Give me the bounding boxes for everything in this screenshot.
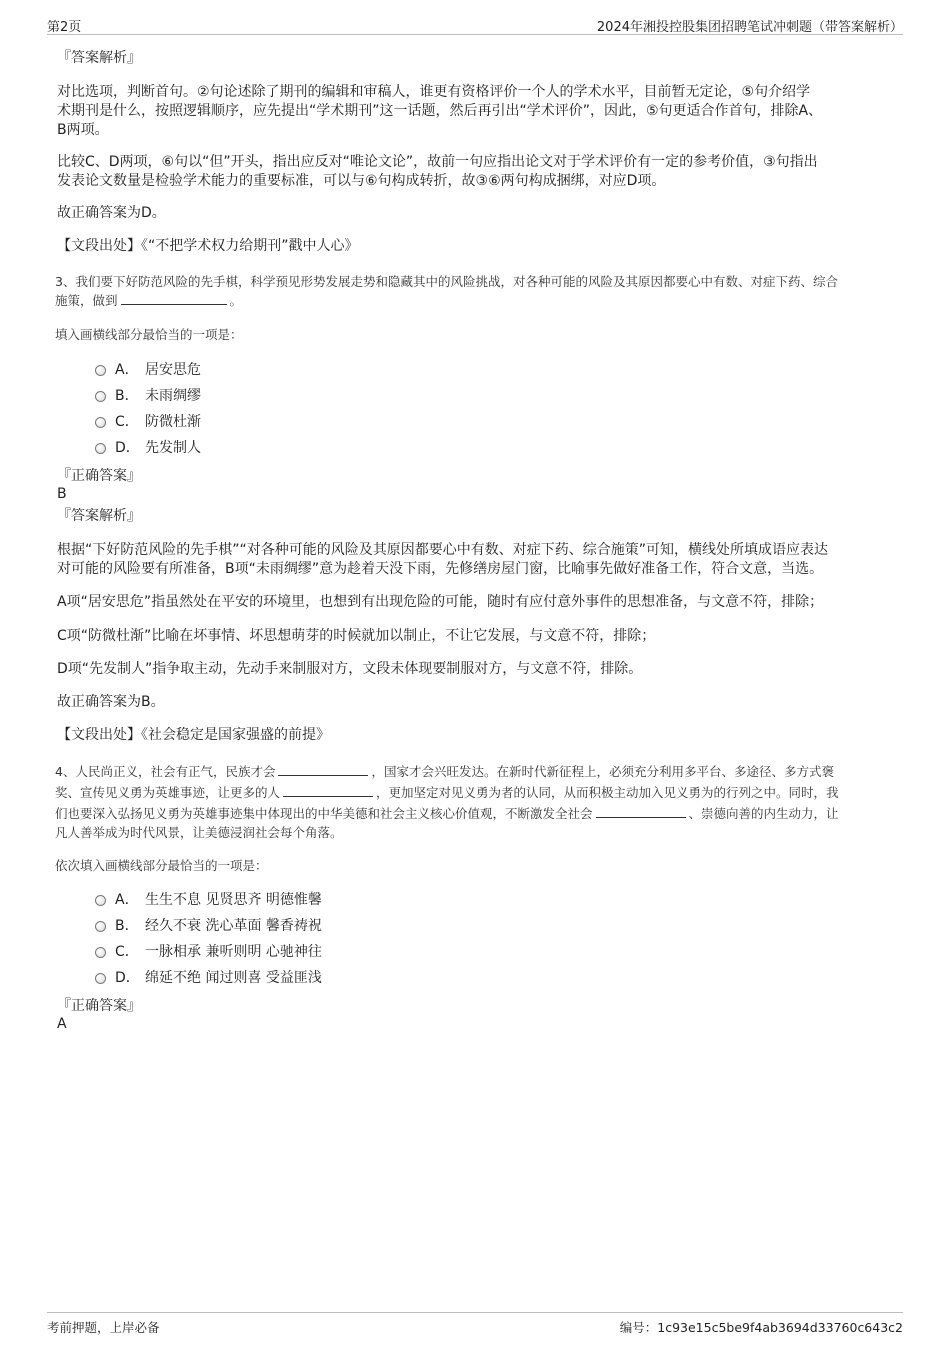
q4-stem-line1: 4、人民尚正义，社会有正气，民族才会 ，国家才会兴旺发达。在新时代新征程上，必须充分利用多平台、多途径、多方式褒	[55, 764, 834, 779]
q2-analysis-para1-line3: B两项。	[57, 122, 109, 138]
q3-stem-line2: 施策，做到 。	[55, 293, 243, 308]
q3-source: 【文段出处】《社会稳定是国家强盛的前提》	[57, 727, 330, 743]
q3-option-c[interactable]: C． 防微杜渐	[95, 412, 201, 432]
q4-instruction: 依次填入画横线部分最恰当的一项是：	[55, 858, 268, 873]
q3-instruction: 填入画横线部分最恰当的一项是：	[55, 327, 243, 342]
q3-analysis-option-d: D项“先发制人”指争取主动，先动手来制服对方，文段未体现要制服对方，与文意不符，排除。	[57, 661, 643, 677]
q3-option-b[interactable]: B． 未雨绸缪	[95, 386, 201, 406]
document-title: 2024年湘投控股集团招聘笔试冲刺题（带答案解析）	[596, 20, 903, 35]
q2-analysis-para1-line1: 对比选项，判断首句。②句论述除了期刊的编辑和审稿人，谁更有资格评价一个人的学术水平，目前暂无定论，⑤句介绍学	[57, 84, 811, 100]
q2-source: 【文段出处】《“不把学术权力给期刊”戳中人心》	[57, 238, 359, 254]
q2-conclusion: 故正确答案为D。	[57, 205, 166, 221]
q4-answer: A	[57, 1016, 67, 1032]
page-footer	[47, 1312, 903, 1337]
radio-icon[interactable]	[95, 895, 106, 906]
radio-icon[interactable]	[95, 365, 106, 376]
q2-analysis-label: 『答案解析』	[57, 50, 141, 66]
q3-option-a[interactable]: A． 居安思危	[95, 360, 201, 380]
q4-answer-label: 『正确答案』	[57, 998, 141, 1014]
q4-stem-line2: 奖、宣传见义勇为英雄事迹，让更多的人 ，更加坚定对见义勇为者的认同，从而积极主动加入见义勇为的行列之中。同时，我	[55, 785, 839, 800]
q4-stem-line3: 们也要深入弘扬见义勇为英雄事迹集中体现出的中华美德和社会主义核心价值观，不断激发全社会 、崇德向善的内生动力，让	[55, 806, 839, 821]
q3-analysis-option-c: C项“防微杜渐”比喻在坏事情、坏思想萌芽的时候就加以制止，不让它发展，与文意不符，排除；	[57, 628, 656, 644]
q4-option-b[interactable]: B． 经久不衰 洗心革面 馨香祷祝	[95, 916, 322, 936]
q3-conclusion: 故正确答案为B。	[57, 694, 165, 710]
footer-slogan: 考前押题，上岸必备	[47, 1320, 160, 1335]
page-number: 第2页	[47, 20, 82, 35]
radio-icon[interactable]	[95, 391, 106, 402]
radio-icon[interactable]	[95, 443, 106, 454]
radio-icon[interactable]	[95, 921, 106, 932]
q3-analysis-line2: 对可能的风险要有所准备，B项“未雨绸缪”意为趁着天没下雨，先修缮房屋门窗，比喻事先做好准备工作，符合文意，当选。	[57, 561, 824, 577]
q3-answer-label: 『正确答案』	[57, 468, 141, 484]
q4-blank-1	[278, 762, 368, 776]
q4-blank-3	[596, 804, 686, 818]
radio-icon[interactable]	[95, 947, 106, 958]
radio-icon[interactable]	[95, 973, 106, 984]
q4-stem-line4: 凡人善举成为时代风景，让美德浸润社会每个角落。	[55, 825, 343, 840]
q3-analysis-line1: 根据“下好防范风险的先手棋”“对各种可能的风险及其原因都要心中有数、对症下药、综合施策”可知，横线处所填成语应表达	[57, 542, 829, 558]
q4-blank-2	[283, 783, 373, 797]
q4-option-a[interactable]: A． 生生不息 见贤思齐 明德惟馨	[95, 890, 322, 910]
q4-option-c[interactable]: C． 一脉相承 兼听则明 心驰神往	[95, 942, 322, 962]
q2-analysis-para1-line2: 术期刊是什么，按照逻辑顺序，应先提出“学术期刊”这一话题，然后再引出“学术评价”，因此，⑤句更适合作首句，排除A、	[57, 103, 823, 119]
radio-icon[interactable]	[95, 417, 106, 428]
footer-code: 编号：1c93e15c5be9f4ab3694d33760c643c2	[619, 1320, 903, 1335]
q3-analysis-label: 『答案解析』	[57, 508, 141, 524]
q3-option-d[interactable]: D． 先发制人	[95, 438, 201, 458]
page-header	[47, 14, 903, 35]
q2-analysis-para2-line2: 发表论文数量是检验学术能力的重要标准，可以与⑥句构成转折，故③⑥两句构成捆绑，对应D项。	[57, 173, 666, 189]
q3-blank	[121, 291, 227, 305]
q2-analysis-para2-line1: 比较C、D两项，⑥句以“但”开头，指出应反对“唯论文论”，故前一句应指出论文对于学术评价有一定的参考价值，③句指出	[57, 154, 818, 170]
q3-stem-line1: 3、我们要下好防范风险的先手棋，科学预见形势发展走势和隐藏其中的风险挑战，对各种可能的风险及其原因都要心中有数、对症下药、综合	[55, 274, 838, 289]
q3-analysis-option-a: A项“居安思危”指虽然处在平安的环境里，也想到有出现危险的可能，随时有应付意外事件的思想准备，与文意不符，排除；	[57, 594, 824, 610]
q3-answer: B	[57, 486, 67, 502]
q4-option-d[interactable]: D． 绵延不绝 闻过则喜 受益匪浅	[95, 968, 322, 988]
